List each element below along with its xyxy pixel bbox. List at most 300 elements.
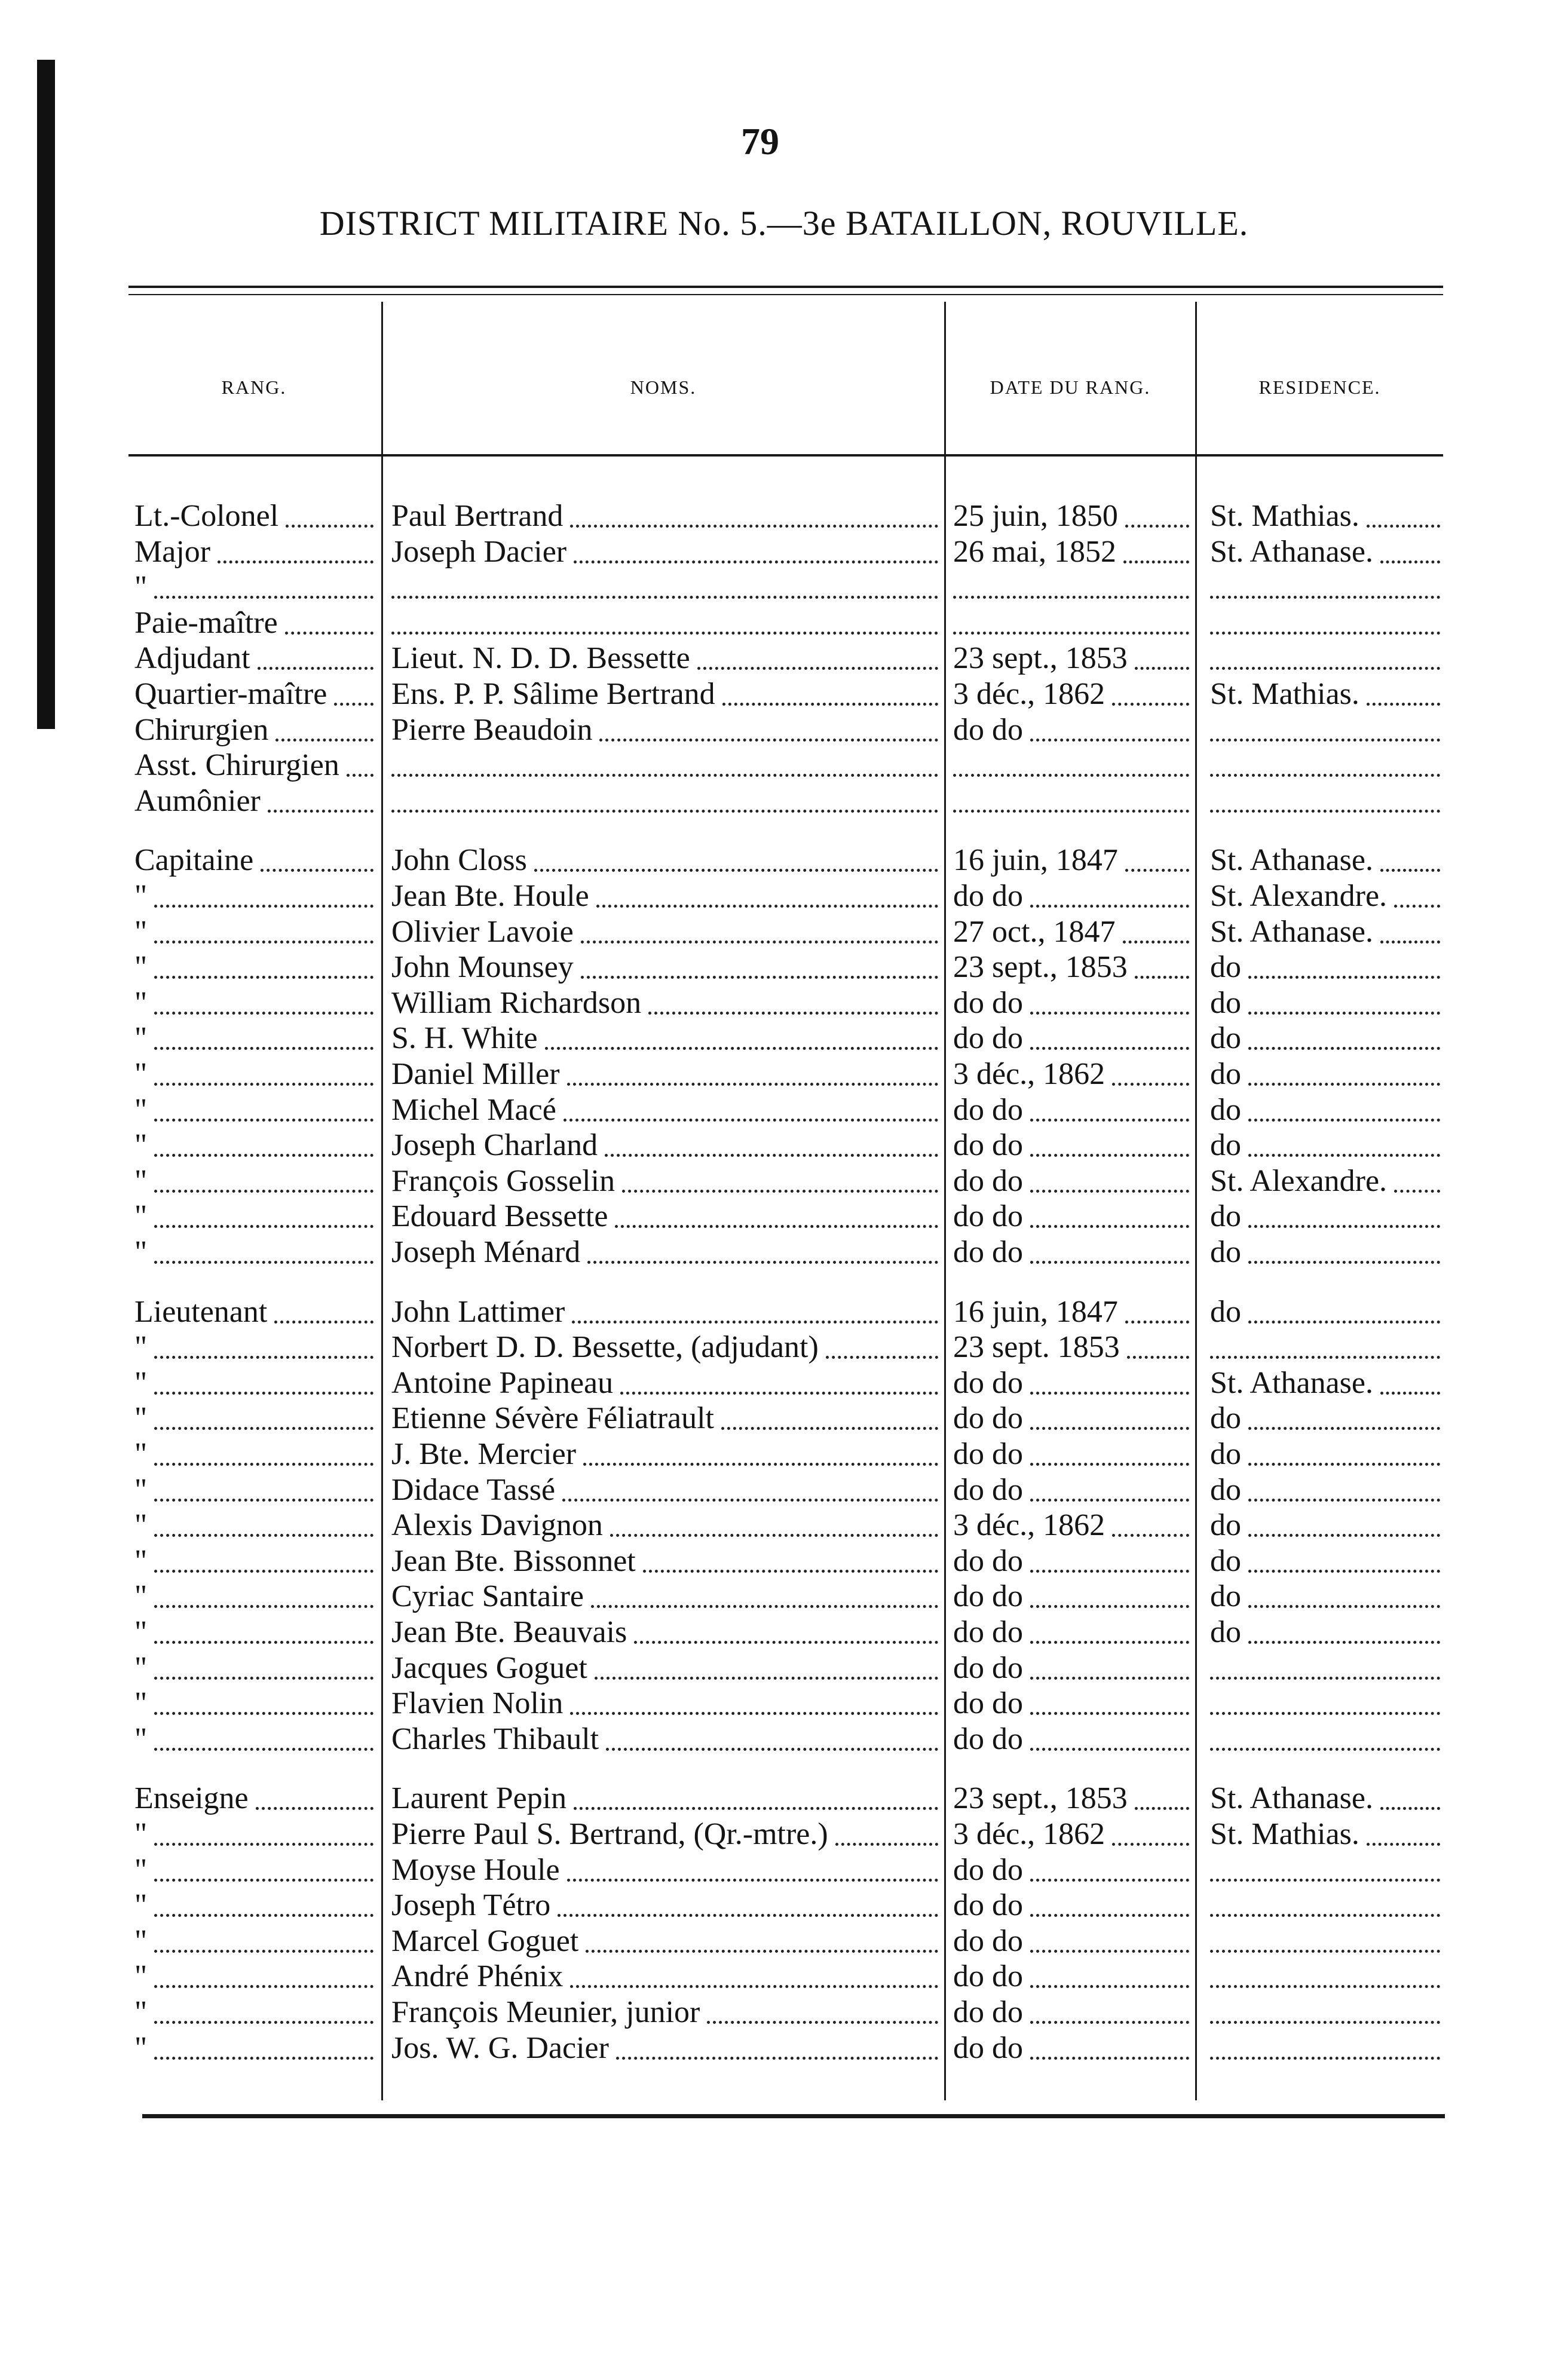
date-cell: do do [953, 1722, 1023, 1756]
name-cell: Etienne Sévère Féliatrault [391, 1401, 715, 1435]
date-cell: do do [953, 1579, 1023, 1613]
name-cell: Jean Bte. Bissonnet [391, 1544, 636, 1578]
date-cell: 25 juin, 1850 [953, 499, 1118, 533]
dotted-leader [1210, 1677, 1440, 1680]
rank-cell: " [134, 1366, 148, 1400]
dotted-leader [1135, 667, 1189, 670]
dotted-leader [1248, 1119, 1440, 1122]
rank-cell: " [134, 1924, 148, 1958]
residence-cell: St. Athanase. [1210, 1781, 1373, 1815]
date-cell: do do [953, 1199, 1023, 1233]
name-cell: Moyse Houle [391, 1853, 560, 1887]
dotted-leader [1030, 1879, 1189, 1882]
residence-cell: St. Mathias. [1210, 677, 1359, 711]
dotted-leader [154, 976, 373, 979]
dotted-leader [596, 905, 938, 908]
dotted-leader [1248, 976, 1440, 979]
rank-cell: " [134, 1817, 148, 1851]
dotted-leader [1248, 1261, 1440, 1264]
date-cell: do do [953, 1128, 1023, 1162]
rank-cell: Paie-maître [134, 606, 278, 640]
name-cell: William Richardson [391, 986, 642, 1020]
dotted-leader [154, 1950, 373, 1953]
date-cell: do do [953, 1651, 1023, 1685]
dotted-leader [1248, 1641, 1440, 1644]
dotted-leader [1210, 667, 1440, 670]
date-cell: do do [953, 1164, 1023, 1198]
name-cell: Norbert D. D. Bessette, (adjudant) [391, 1330, 819, 1364]
dotted-leader [1030, 1641, 1189, 1644]
name-cell: Alexis Davignon [391, 1508, 603, 1542]
name-cell: Charles Thibault [391, 1722, 599, 1756]
dotted-leader [605, 1154, 938, 1157]
dotted-leader [574, 560, 938, 563]
dotted-leader [154, 1083, 373, 1086]
dotted-leader [154, 1712, 373, 1715]
name-cell: Jacques Goguet [391, 1651, 587, 1685]
dotted-leader [1248, 1154, 1440, 1157]
rank-cell: " [134, 986, 148, 1020]
dotted-leader [1030, 1012, 1189, 1015]
date-cell: 27 oct., 1847 [953, 915, 1116, 949]
column-header-rank: RANG. [221, 376, 287, 398]
dotted-leader [154, 1356, 373, 1359]
column-divider-1 [381, 302, 383, 2100]
column-divider-2 [944, 302, 946, 2100]
dotted-leader [1030, 1914, 1189, 1917]
rank-cell: " [134, 1722, 148, 1756]
dotted-leader [285, 632, 373, 635]
header-rule-top-thin [128, 294, 1443, 295]
dotted-leader [572, 1321, 938, 1324]
date-cell: 23 sept., 1853 [953, 1781, 1128, 1815]
dotted-leader [1030, 905, 1189, 908]
dotted-leader [648, 1012, 938, 1015]
dotted-leader [1030, 1499, 1189, 1502]
name-cell: Lieut. N. D. D. Bessette [391, 641, 690, 675]
dotted-leader [1210, 2021, 1440, 2024]
dotted-leader [154, 1677, 373, 1680]
name-cell: John Closs [391, 843, 527, 877]
residence-cell: do [1210, 1508, 1241, 1542]
date-cell: do do [953, 1615, 1023, 1649]
dotted-leader [154, 905, 373, 908]
dotted-leader [1367, 703, 1440, 706]
date-cell: 23 sept., 1853 [953, 641, 1128, 675]
dotted-leader [1248, 1534, 1440, 1537]
name-cell: Joseph Tétro [391, 1888, 551, 1922]
dotted-leader [154, 1427, 373, 1430]
rank-cell: Quartier-maître [134, 677, 327, 711]
dotted-leader [545, 1047, 938, 1050]
rank-cell: " [134, 1199, 148, 1233]
dotted-leader [1030, 1985, 1189, 1988]
dotted-leader [581, 941, 938, 944]
residence-cell: St. Athanase. [1210, 1366, 1373, 1400]
rank-cell: " [134, 1235, 148, 1269]
name-cell: Marcel Goguet [391, 1924, 579, 1958]
dotted-leader [1248, 1499, 1440, 1502]
rank-cell: Chirurgien [134, 713, 269, 747]
dotted-leader [953, 596, 1189, 599]
dotted-leader [564, 1119, 938, 1122]
name-cell: Jos. W. G. Dacier [391, 2031, 609, 2065]
residence-cell: St. Alexandre. [1210, 879, 1388, 913]
name-cell: John Lattimer [391, 1295, 565, 1329]
dotted-leader [1030, 1047, 1189, 1050]
rank-cell: " [134, 1021, 148, 1055]
dotted-leader [1210, 1950, 1440, 1953]
dotted-leader [154, 1605, 373, 1608]
residence-cell: St. Mathias. [1210, 1817, 1359, 1851]
dotted-leader [1123, 941, 1189, 944]
name-cell: S. H. White [391, 1021, 538, 1055]
dotted-leader [562, 1499, 938, 1502]
dotted-leader [1030, 1392, 1189, 1395]
dotted-leader [1127, 1356, 1189, 1359]
dotted-leader [1248, 1570, 1440, 1573]
date-cell: 23 sept., 1853 [953, 950, 1128, 984]
dotted-leader [154, 1190, 373, 1193]
dotted-leader [567, 1083, 938, 1086]
dotted-leader [1135, 976, 1189, 979]
dotted-leader [154, 1392, 373, 1395]
rank-cell: Enseigne [134, 1781, 249, 1815]
residence-cell: do [1210, 1473, 1241, 1507]
dotted-leader [1030, 1154, 1189, 1157]
rank-cell: " [134, 1615, 148, 1649]
dotted-leader [1248, 1225, 1440, 1228]
dotted-leader [622, 1190, 938, 1193]
date-cell: do do [953, 1093, 1023, 1127]
dotted-leader [154, 1119, 373, 1122]
date-cell: do do [953, 1437, 1023, 1471]
rank-cell: " [134, 1959, 148, 1993]
dotted-leader [1030, 1570, 1189, 1573]
rank-cell: " [134, 1651, 148, 1685]
dotted-leader [391, 596, 938, 599]
date-cell: do do [953, 1853, 1023, 1887]
dotted-leader [1394, 1190, 1440, 1193]
dotted-leader [620, 1392, 938, 1395]
rank-cell: Lt.-Colonel [134, 499, 279, 533]
dotted-leader [154, 596, 373, 599]
dotted-leader [1210, 1712, 1440, 1715]
dotted-leader [256, 1807, 373, 1810]
rank-cell: " [134, 1544, 148, 1578]
dotted-leader [953, 810, 1189, 813]
dotted-leader [953, 774, 1189, 777]
dotted-leader [1380, 560, 1440, 563]
rank-cell: Lieutenant [134, 1295, 268, 1329]
dotted-leader [1367, 1843, 1440, 1846]
rank-cell: " [134, 915, 148, 949]
dotted-leader [1210, 1879, 1440, 1882]
dotted-leader [1210, 632, 1440, 635]
name-cell: Paul Bertrand [391, 499, 564, 533]
dotted-leader [154, 2057, 373, 2060]
rank-cell: " [134, 1057, 148, 1091]
dotted-leader [347, 774, 373, 777]
column-divider-3 [1195, 302, 1197, 2100]
residence-cell: St. Athanase. [1210, 915, 1373, 949]
dotted-leader [615, 1225, 938, 1228]
dotted-leader [154, 1012, 373, 1015]
dotted-leader [1248, 1321, 1440, 1324]
dotted-leader [634, 1641, 938, 1644]
dotted-leader [1112, 1083, 1189, 1086]
header-rule-bottom [128, 454, 1443, 457]
dotted-leader [1248, 1083, 1440, 1086]
dotted-leader [574, 1807, 938, 1810]
dotted-leader [1030, 2021, 1189, 2024]
dotted-leader [1030, 1950, 1189, 1953]
rank-cell: " [134, 1853, 148, 1887]
name-cell: Didace Tassé [391, 1473, 556, 1507]
dotted-leader [610, 1534, 938, 1537]
dotted-leader [581, 976, 938, 979]
page-number: 79 [741, 120, 779, 163]
dotted-leader [334, 703, 373, 706]
date-cell: 16 juin, 1847 [953, 843, 1118, 877]
page-title: DISTRICT MILITAIRE No. 5.—3e BATAILLON, ROUVILLE. [319, 204, 1249, 243]
date-cell: do do [953, 1888, 1023, 1922]
dotted-leader [1030, 1225, 1189, 1228]
name-cell: Pierre Paul S. Bertrand, (Qr.-mtre.) [391, 1817, 828, 1851]
column-header-date: DATE DU RANG. [990, 376, 1151, 398]
rank-cell: " [134, 879, 148, 913]
dotted-leader [1112, 1534, 1189, 1537]
dotted-leader [1030, 739, 1189, 742]
dotted-leader [154, 1570, 373, 1573]
dotted-leader [154, 1748, 373, 1751]
dotted-leader [1248, 1012, 1440, 1015]
date-cell: do do [953, 1995, 1023, 2029]
residence-cell: do [1210, 1057, 1241, 1091]
dotted-leader [154, 1499, 373, 1502]
rank-cell: " [134, 1437, 148, 1471]
dotted-leader [1125, 525, 1189, 528]
dotted-leader [154, 941, 373, 944]
rank-cell: " [134, 1093, 148, 1127]
date-cell: 3 déc., 1862 [953, 1508, 1105, 1542]
name-cell: Jean Bte. Beauvais [391, 1615, 627, 1649]
dotted-leader [587, 1261, 938, 1264]
dotted-leader [697, 667, 938, 670]
dotted-leader [261, 869, 373, 872]
dotted-leader [1248, 1463, 1440, 1466]
residence-cell: do [1210, 1295, 1241, 1329]
date-cell: do do [953, 2031, 1023, 2065]
dotted-leader [1112, 703, 1189, 706]
dotted-leader [1380, 869, 1440, 872]
dotted-leader [643, 1570, 938, 1573]
name-cell: Daniel Miller [391, 1057, 560, 1091]
dotted-leader [1248, 1047, 1440, 1050]
dotted-leader [1380, 1807, 1440, 1810]
residence-cell: do [1210, 1579, 1241, 1613]
dotted-leader [570, 525, 938, 528]
dotted-leader [1210, 596, 1440, 599]
residence-cell: St. Alexandre. [1210, 1164, 1388, 1198]
name-cell: Joseph Charland [391, 1128, 598, 1162]
dotted-leader [1030, 1119, 1189, 1122]
column-header-residence: RESIDENCE. [1258, 376, 1381, 398]
residence-cell: St. Mathias. [1210, 499, 1359, 533]
dotted-leader [1210, 2057, 1440, 2060]
residence-cell: do [1210, 950, 1241, 984]
date-cell: 3 déc., 1862 [953, 1057, 1105, 1091]
name-cell: Flavien Nolin [391, 1686, 564, 1720]
rank-cell: " [134, 2031, 148, 2065]
name-cell: Joseph Ménard [391, 1235, 581, 1269]
dotted-leader [558, 1914, 938, 1917]
rank-cell: " [134, 1401, 148, 1435]
dotted-leader [591, 1605, 938, 1608]
dotted-leader [953, 632, 1189, 635]
dotted-leader [1125, 1321, 1189, 1324]
dotted-leader [218, 560, 373, 563]
name-cell: Olivier Lavoie [391, 915, 574, 949]
dotted-leader [154, 1914, 373, 1917]
dotted-leader [286, 525, 373, 528]
dotted-leader [1030, 2057, 1189, 2060]
date-cell: do do [953, 1544, 1023, 1578]
date-cell: 16 juin, 1847 [953, 1295, 1118, 1329]
date-cell: do do [953, 1924, 1023, 1958]
dotted-leader [1030, 1463, 1189, 1466]
dotted-leader [1030, 1748, 1189, 1751]
rank-cell: Adjudant [134, 641, 250, 675]
rank-cell: " [134, 1330, 148, 1364]
name-cell: Pierre Beaudoin [391, 713, 593, 747]
name-cell: Antoine Papineau [391, 1366, 614, 1400]
dotted-leader [1123, 560, 1189, 563]
column-header-names: NOMS. [630, 376, 697, 398]
name-cell: Edouard Bessette [391, 1199, 608, 1233]
rank-cell: " [134, 1888, 148, 1922]
date-cell: 3 déc., 1862 [953, 677, 1105, 711]
dotted-leader [154, 1154, 373, 1157]
dotted-leader [707, 2021, 938, 2024]
dotted-leader [1210, 1985, 1440, 1988]
dotted-leader [391, 774, 938, 777]
dotted-leader [154, 1463, 373, 1466]
rank-cell: " [134, 1579, 148, 1613]
rank-cell: " [134, 950, 148, 984]
dotted-leader [606, 1748, 938, 1751]
date-cell: do do [953, 1959, 1023, 1993]
rank-cell: " [134, 1473, 148, 1507]
rank-cell: " [134, 1164, 148, 1198]
residence-cell: do [1210, 1128, 1241, 1162]
dotted-leader [1030, 1190, 1189, 1193]
dotted-leader [154, 1879, 373, 1882]
dotted-leader [154, 2021, 373, 2024]
dotted-leader [567, 1879, 938, 1882]
date-cell: do do [953, 1401, 1023, 1435]
date-cell: do do [953, 986, 1023, 1020]
dotted-leader [1030, 1427, 1189, 1430]
residence-cell: do [1210, 1199, 1241, 1233]
dotted-leader [1135, 1807, 1189, 1810]
rank-cell: Major [134, 535, 211, 569]
dotted-leader [275, 739, 373, 742]
residence-cell: do [1210, 1093, 1241, 1127]
dotted-leader [1210, 1748, 1440, 1751]
dotted-leader [1210, 739, 1440, 742]
dotted-leader [154, 1047, 373, 1050]
name-cell: François Meunier, junior [391, 1995, 700, 2029]
residence-cell: do [1210, 1235, 1241, 1269]
rank-cell: Aumônier [134, 784, 261, 818]
dotted-leader [1210, 1356, 1440, 1359]
dotted-leader [391, 810, 938, 813]
dotted-leader [721, 1427, 938, 1430]
dotted-leader [1248, 1605, 1440, 1608]
dotted-leader [154, 1261, 373, 1264]
header-rule-top [128, 286, 1443, 288]
date-cell: do do [953, 1021, 1023, 1055]
rank-cell: " [134, 1686, 148, 1720]
name-cell: Joseph Dacier [391, 535, 567, 569]
dotted-leader [583, 1463, 938, 1466]
dotted-leader [1394, 905, 1440, 908]
dotted-leader [1112, 1843, 1189, 1846]
residence-cell: do [1210, 1401, 1241, 1435]
name-cell: John Mounsey [391, 950, 574, 984]
name-cell: J. Bte. Mercier [391, 1437, 577, 1471]
dotted-leader [1210, 774, 1440, 777]
rank-cell: Capitaine [134, 843, 254, 877]
name-cell: Jean Bte. Houle [391, 879, 589, 913]
dotted-leader [154, 1985, 373, 1988]
date-cell: do do [953, 1235, 1023, 1269]
residence-cell: do [1210, 1615, 1241, 1649]
dotted-leader [391, 632, 938, 635]
residence-cell: do [1210, 1021, 1241, 1055]
residence-cell: do [1210, 1437, 1241, 1471]
rank-cell: " [134, 1508, 148, 1542]
dotted-leader [826, 1356, 938, 1359]
dotted-leader [570, 1985, 938, 1988]
dotted-leader [1125, 869, 1189, 872]
dotted-leader [570, 1712, 938, 1715]
rank-cell: " [134, 1995, 148, 2029]
name-cell: Laurent Pepin [391, 1781, 567, 1815]
date-cell: 26 mai, 1852 [953, 535, 1116, 569]
residence-cell: do [1210, 986, 1241, 1020]
scan-edge-mark [37, 60, 55, 729]
dotted-leader [534, 869, 938, 872]
dotted-leader [154, 1534, 373, 1537]
dotted-leader [154, 1641, 373, 1644]
rank-cell: " [134, 570, 148, 604]
dotted-leader [154, 1843, 373, 1846]
dotted-leader [586, 1950, 938, 1953]
dotted-leader [1367, 525, 1440, 528]
dotted-leader [1030, 1677, 1189, 1680]
dotted-leader [599, 739, 938, 742]
dotted-leader [1380, 1392, 1440, 1395]
date-cell: do do [953, 1366, 1023, 1400]
dotted-leader [1210, 810, 1440, 813]
dotted-leader [835, 1843, 938, 1846]
residence-cell: St. Athanase. [1210, 843, 1373, 877]
dotted-leader [1380, 941, 1440, 944]
name-cell: Cyriac Santaire [391, 1579, 584, 1613]
name-cell: André Phénix [391, 1959, 564, 1993]
